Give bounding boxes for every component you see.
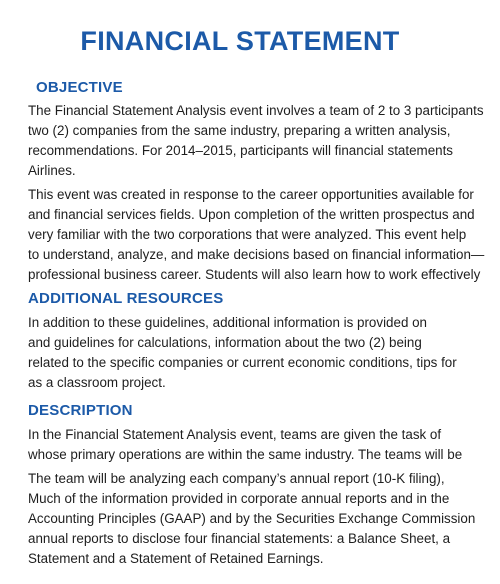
text-line: to understand, analyze, and make decisions based on financial information— xyxy=(28,247,485,262)
section-heading-objective: OBJECTIVE xyxy=(36,79,123,96)
text-line: and guidelines for calculations, information about the two (2) being xyxy=(28,335,422,350)
text-line: recommendations. For 2014–2015, participants will financial statements xyxy=(28,143,454,158)
text-line: annual reports to disclose four financial statements: a Balance Sheet, a xyxy=(28,531,451,546)
text-line: professional business career. Students will also learn how to work effectively xyxy=(28,267,481,282)
text-line: as a classroom project. xyxy=(28,375,166,390)
section-heading-additional-resources: ADDITIONAL RESOURCES xyxy=(28,290,224,307)
text-line: The Financial Statement Analysis event involves a team of 2 to 3 participants xyxy=(28,103,484,118)
text-line: related to the specific companies or current economic conditions, tips for xyxy=(28,355,457,370)
text-line: and financial services fields. Upon completion of the written prospectus and xyxy=(28,207,475,222)
description-paragraph-1 xyxy=(28,425,500,465)
text-line: The team will be analyzing each company’s annual report (10-K filing), xyxy=(28,471,445,486)
text-line: This event was created in response to the career opportunities available for xyxy=(28,187,474,202)
text-line: two (2) companies from the same industry, preparing a written analysis, xyxy=(28,123,451,138)
additional-resources-paragraph xyxy=(28,313,500,393)
description-paragraph-2 xyxy=(28,469,500,569)
text-line: Airlines. xyxy=(28,163,76,178)
text-line: Much of the information provided in corporate annual reports and in the xyxy=(28,491,450,506)
objective-paragraph-2 xyxy=(28,185,500,285)
section-heading-description: DESCRIPTION xyxy=(28,402,133,419)
document-title: FINANCIAL STATEMENT xyxy=(80,26,400,56)
text-line: In addition to these guidelines, additional information is provided on xyxy=(28,315,428,330)
text-line: whose primary operations are within the same industry. The teams will be xyxy=(28,447,463,462)
text-line: Statement and a Statement of Retained Earnings. xyxy=(28,551,324,566)
text-line: very familiar with the two corporations that were analyzed. This event help xyxy=(28,227,467,242)
text-line: Accounting Principles (GAAP) and by the Securities Exchange Commission xyxy=(28,511,476,526)
objective-paragraph-1 xyxy=(28,101,500,181)
text-line: In the Financial Statement Analysis event, teams are given the task of xyxy=(28,427,442,442)
